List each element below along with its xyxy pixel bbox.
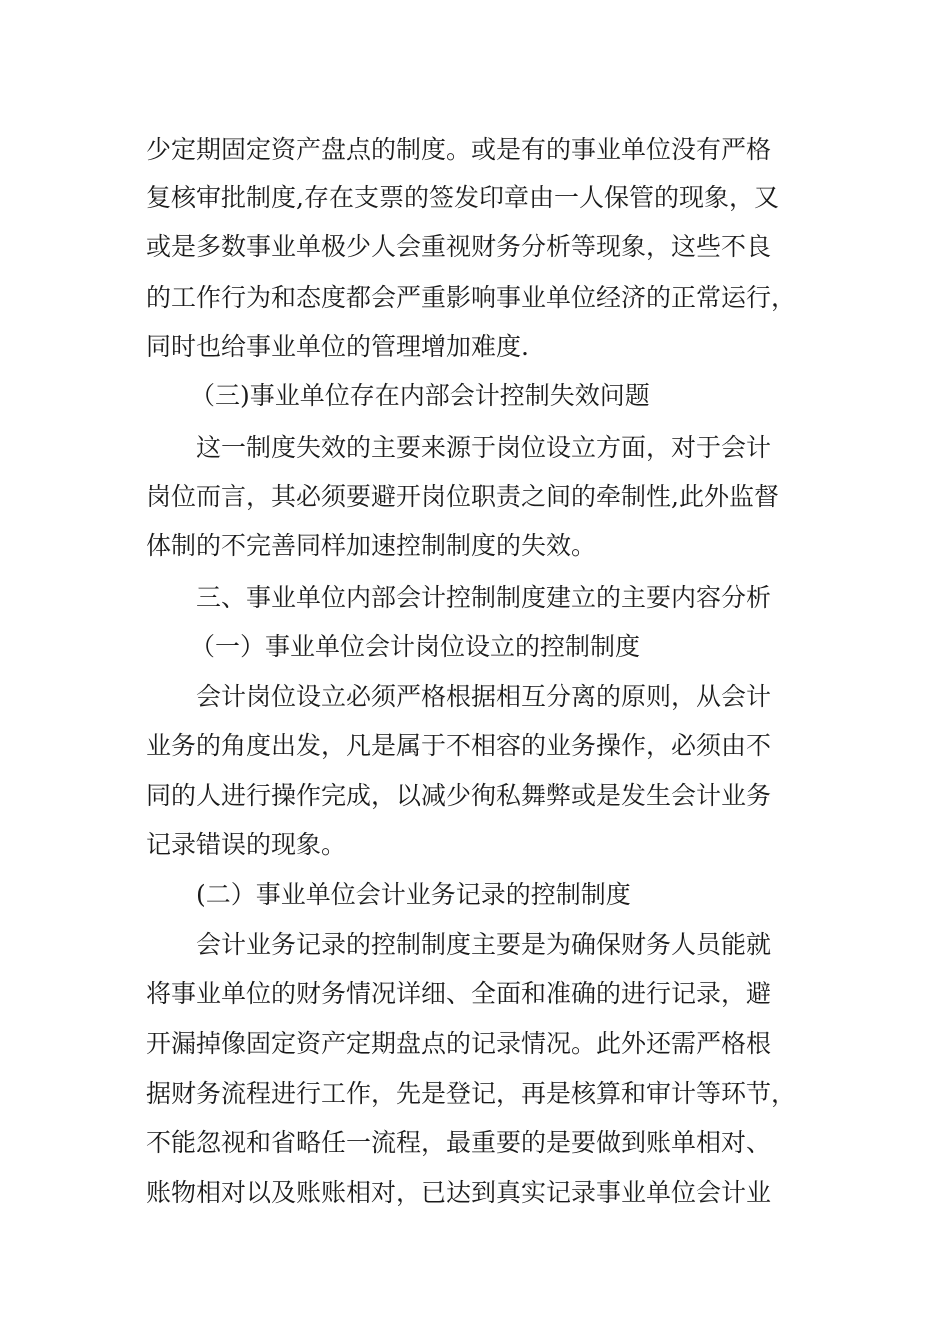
paragraph-3-line-1: 会计岗位设立必须严格根据相互分离的原则，从会计: [196, 682, 772, 711]
section-3-heading: 三、事业单位内部会计控制制度建立的主要内容分析: [196, 583, 772, 612]
paragraph-1-line-3: 或是多数事业单极少人会重视财务分析等现象，这些不良: [146, 232, 772, 261]
paragraph-4-line-4: 据财务流程进行工作，先是登记，再是核算和审计等环节，: [146, 1079, 797, 1108]
paragraph-4-line-5: 不能忽视和省略任一流程，最重要的是要做到账单相对、: [146, 1128, 772, 1157]
paragraph-4-line-1: 会计业务记录的控制制度主要是为确保财务人员能就: [196, 930, 772, 959]
paragraph-4-line-2: 将事业单位的财务情况详细、全面和准确的进行记录，避: [146, 979, 772, 1008]
paragraph-4-line-3: 开漏掉像固定资产定期盘点的记录情况。此外还需严格根: [146, 1029, 772, 1058]
paragraph-4-line-6: 账物相对以及账账相对，已达到真实记录事业单位会计业: [146, 1178, 772, 1207]
paragraph-3-line-2: 业务的角度出发，凡是属于不相容的业务操作，必须由不: [146, 731, 772, 760]
paragraph-2-line-2: 岗位而言，其必须要避开岗位职责之间的牵制性,此外监督: [146, 482, 779, 511]
paragraph-1-line-2: 复核审批制度,存在支票的签发印章由一人保管的现象，又: [146, 183, 779, 212]
subheading-2: (二）事业单位会计业务记录的控制制度: [196, 880, 631, 909]
paragraph-2-line-3: 体制的不完善同样加速控制制度的失效。: [146, 531, 597, 560]
subheading-1: （一）事业单位会计岗位设立的控制制度: [190, 632, 641, 661]
paragraph-1-line-1: 少定期固定资产盘点的制度。或是有的事业单位没有严格: [146, 135, 772, 164]
heading-3: （三)事业单位存在内部会计控制失效问题: [190, 381, 650, 410]
paragraph-1-line-5: 同时也给事业单位的管理增加难度.: [146, 332, 529, 361]
paragraph-3-line-4: 记录错误的现象。: [146, 830, 347, 859]
paragraph-2-line-1: 这一制度失效的主要来源于岗位设立方面，对于会计: [196, 433, 772, 462]
paragraph-1-line-4: 的工作行为和态度都会严重影响事业单位经济的正常运行，: [146, 283, 797, 312]
paragraph-3-line-3: 同的人进行操作完成，以减少徇私舞弊或是发生会计业务: [146, 781, 772, 810]
